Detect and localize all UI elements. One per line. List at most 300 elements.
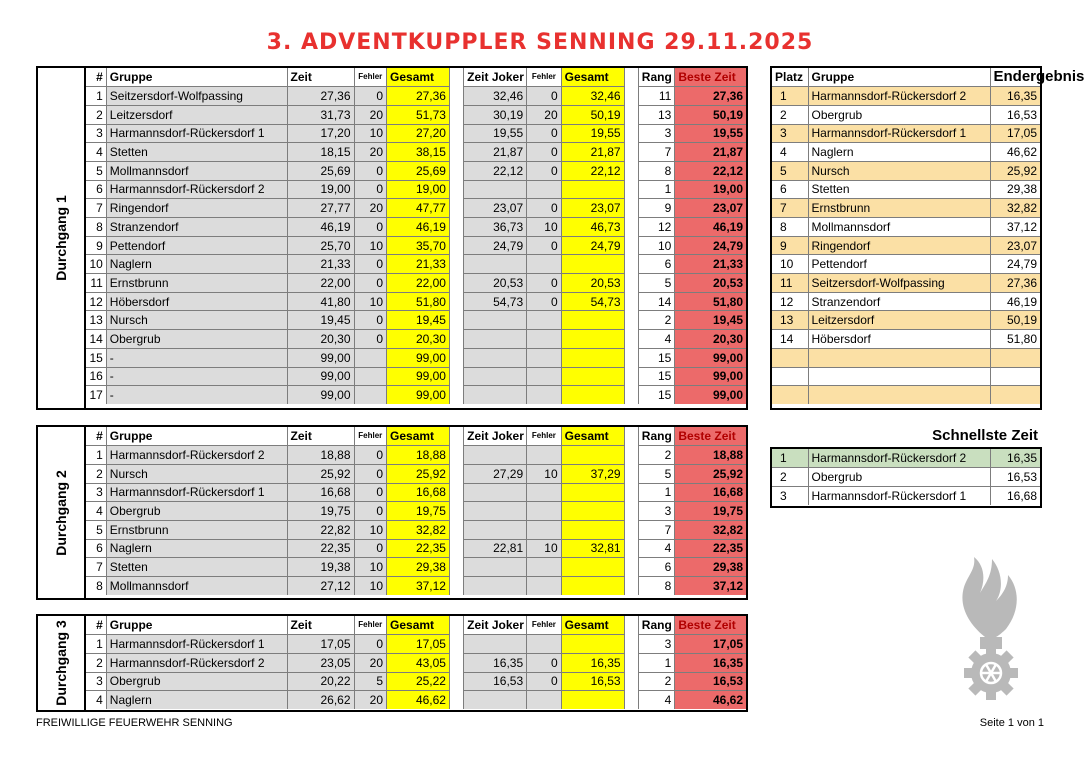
final-results-table — [772, 68, 1084, 404]
row-number: 5 — [86, 520, 106, 539]
row-total: 46,19 — [387, 218, 450, 237]
row-joker-total — [561, 520, 624, 539]
row-joker-total — [561, 330, 624, 349]
final-time: 46,19 — [990, 292, 1040, 311]
column-gap — [624, 520, 638, 539]
row-rank: 8 — [638, 577, 675, 596]
table-row — [86, 446, 746, 465]
row-best-time: 19,00 — [675, 180, 746, 199]
fastest-title: Schnellste Zeit — [932, 427, 1038, 444]
header-rang: Rang — [638, 616, 675, 635]
column-gap — [449, 635, 463, 654]
row-total: 16,68 — [387, 483, 450, 502]
row-number: 8 — [86, 577, 106, 596]
final-place: 2 — [772, 105, 808, 124]
table-row — [86, 255, 746, 274]
row-joker-time: 16,53 — [464, 672, 527, 691]
table-row — [86, 348, 746, 367]
header-zeit-joker: Zeit Joker — [464, 616, 527, 635]
header-fehler-joker: Fehler — [527, 427, 562, 446]
row-total: 19,00 — [387, 180, 450, 199]
column-gap — [449, 180, 463, 199]
row-time: 19,00 — [287, 180, 354, 199]
row-number: 7 — [86, 558, 106, 577]
row-group: Obergrub — [106, 330, 287, 349]
header-zeit-joker: Zeit Joker — [464, 427, 527, 446]
row-joker-faults — [527, 558, 562, 577]
row-number: 1 — [86, 87, 106, 106]
row-joker-total: 32,46 — [561, 87, 624, 106]
row-best-time: 27,36 — [675, 87, 746, 106]
column-gap — [624, 68, 638, 87]
row-total: 38,15 — [387, 143, 450, 162]
row-joker-time — [464, 255, 527, 274]
row-rank: 13 — [638, 105, 675, 124]
final-header-row — [772, 68, 1040, 87]
final-time: 29,38 — [990, 180, 1040, 199]
row-joker-faults: 0 — [527, 672, 562, 691]
row-group: Nursch — [106, 311, 287, 330]
row-number: 2 — [86, 464, 106, 483]
final-time: 23,07 — [990, 236, 1040, 255]
row-joker-time: 21,87 — [464, 143, 527, 162]
row-joker-time — [464, 180, 527, 199]
run-1-table — [86, 68, 746, 404]
row-rank: 1 — [638, 483, 675, 502]
final-group — [808, 367, 990, 386]
row-joker-time — [464, 386, 527, 405]
row-joker-total — [561, 348, 624, 367]
row-joker-total: 16,53 — [561, 672, 624, 691]
column-gap — [624, 691, 638, 710]
row-total: 18,88 — [387, 446, 450, 465]
column-gap — [449, 446, 463, 465]
row-joker-time — [464, 577, 527, 596]
row-faults: 0 — [354, 464, 386, 483]
row-total: 37,12 — [387, 577, 450, 596]
final-place — [772, 386, 808, 405]
row-joker-time: 32,46 — [464, 87, 527, 106]
row-total: 51,80 — [387, 292, 450, 311]
row-time: 27,12 — [287, 577, 354, 596]
final-results-block — [770, 66, 1084, 410]
row-faults: 0 — [354, 635, 386, 654]
row-joker-faults — [527, 577, 562, 596]
row-number: 2 — [86, 653, 106, 672]
row-group: - — [106, 348, 287, 367]
header-gesamt-joker: Gesamt — [561, 616, 624, 635]
row-total: 20,30 — [387, 330, 450, 349]
row-rank: 7 — [638, 143, 675, 162]
row-group: Harmannsdorf-Rückersdorf 2 — [106, 653, 287, 672]
column-gap — [449, 520, 463, 539]
header-fehler-joker: Fehler — [527, 616, 562, 635]
row-rank: 12 — [638, 218, 675, 237]
row-joker-total — [561, 311, 624, 330]
row-number: 1 — [86, 446, 106, 465]
row-number: 9 — [86, 236, 106, 255]
row-best-time: 16,68 — [675, 483, 746, 502]
row-joker-faults — [527, 520, 562, 539]
row-time: 99,00 — [287, 367, 354, 386]
row-faults: 10 — [354, 292, 386, 311]
header-rang: Rang — [638, 68, 675, 87]
row-best-time: 19,75 — [675, 502, 746, 521]
row-joker-time — [464, 367, 527, 386]
column-gap — [449, 483, 463, 502]
row-faults: 10 — [354, 520, 386, 539]
run-2-block — [36, 425, 748, 600]
row-faults: 20 — [354, 105, 386, 124]
row-total: 25,92 — [387, 464, 450, 483]
row-time: 46,19 — [287, 218, 354, 237]
final-time: 50,19 — [990, 311, 1040, 330]
final-row — [772, 311, 1040, 330]
table-row — [86, 274, 746, 293]
row-joker-time: 16,35 — [464, 653, 527, 672]
row-faults: 20 — [354, 653, 386, 672]
row-best-time: 25,92 — [675, 464, 746, 483]
row-rank: 4 — [638, 330, 675, 349]
final-row — [772, 143, 1040, 162]
column-gap — [624, 255, 638, 274]
row-number: 15 — [86, 348, 106, 367]
final-group: Pettendorf — [808, 255, 990, 274]
row-joker-faults — [527, 483, 562, 502]
row-total: 22,00 — [387, 274, 450, 293]
final-place: 6 — [772, 180, 808, 199]
row-rank: 15 — [638, 367, 675, 386]
row-joker-faults — [527, 367, 562, 386]
row-number: 4 — [86, 502, 106, 521]
final-row — [772, 199, 1040, 218]
final-row — [772, 218, 1040, 237]
row-joker-faults — [527, 502, 562, 521]
run-2-label: Durchgang 2 — [38, 427, 86, 598]
row-best-time: 20,53 — [675, 274, 746, 293]
row-joker-total — [561, 558, 624, 577]
row-faults: 0 — [354, 502, 386, 521]
fastest-place: 2 — [772, 468, 808, 487]
fastest-place: 3 — [772, 486, 808, 505]
header-zeit: Zeit — [287, 616, 354, 635]
row-time: 23,05 — [287, 653, 354, 672]
final-group: Stranzendorf — [808, 292, 990, 311]
row-joker-faults: 0 — [527, 124, 562, 143]
fastest-row — [772, 486, 1040, 505]
final-place: 7 — [772, 199, 808, 218]
row-joker-faults — [527, 386, 562, 405]
column-gap — [449, 292, 463, 311]
fastest-group: Obergrub — [808, 468, 990, 487]
column-gap — [449, 218, 463, 237]
row-time: 19,75 — [287, 502, 354, 521]
row-best-time: 46,19 — [675, 218, 746, 237]
column-gap — [624, 539, 638, 558]
column-gap — [449, 691, 463, 710]
column-gap — [449, 255, 463, 274]
column-gap — [449, 348, 463, 367]
table-row — [86, 483, 746, 502]
column-gap — [624, 558, 638, 577]
row-faults: 0 — [354, 255, 386, 274]
row-rank: 14 — [638, 292, 675, 311]
row-time: 18,15 — [287, 143, 354, 162]
final-row — [772, 87, 1040, 106]
column-gap — [624, 464, 638, 483]
row-rank: 1 — [638, 180, 675, 199]
fastest-time: 16,68 — [990, 486, 1040, 505]
final-time — [990, 367, 1040, 386]
row-total: 19,75 — [387, 502, 450, 521]
final-group: Ringendorf — [808, 236, 990, 255]
table-row — [86, 143, 746, 162]
final-group: Höbersdorf — [808, 330, 990, 349]
row-group: Harmannsdorf-Rückersdorf 1 — [106, 124, 287, 143]
final-time: 24,79 — [990, 255, 1040, 274]
row-group: Leitzersdorf — [106, 105, 287, 124]
row-rank: 15 — [638, 386, 675, 405]
header-beste-zeit: Beste Zeit — [675, 68, 746, 87]
row-time: 16,68 — [287, 483, 354, 502]
row-group: Mollmannsdorf — [106, 161, 287, 180]
row-joker-faults — [527, 348, 562, 367]
final-group: Seitzersdorf-Wolfpassing — [808, 274, 990, 293]
table-row — [86, 330, 746, 349]
final-group: Obergrub — [808, 105, 990, 124]
row-joker-total: 20,53 — [561, 274, 624, 293]
row-number: 13 — [86, 311, 106, 330]
row-joker-faults: 0 — [527, 653, 562, 672]
final-row — [772, 274, 1040, 293]
row-total: 29,38 — [387, 558, 450, 577]
row-joker-time — [464, 691, 527, 710]
column-gap — [449, 653, 463, 672]
final-row — [772, 255, 1040, 274]
row-faults: 0 — [354, 218, 386, 237]
row-best-time: 37,12 — [675, 577, 746, 596]
column-gap — [449, 68, 463, 87]
final-place: 14 — [772, 330, 808, 349]
row-total: 99,00 — [387, 386, 450, 405]
final-time: 16,53 — [990, 105, 1040, 124]
final-place: 10 — [772, 255, 808, 274]
column-gap — [624, 330, 638, 349]
column-gap — [624, 161, 638, 180]
row-faults: 10 — [354, 577, 386, 596]
final-time: 32,82 — [990, 199, 1040, 218]
row-joker-faults: 10 — [527, 218, 562, 237]
row-best-time: 51,80 — [675, 292, 746, 311]
column-gap — [624, 274, 638, 293]
row-time: 25,92 — [287, 464, 354, 483]
final-time: 16,35 — [990, 87, 1040, 106]
row-total: 43,05 — [387, 653, 450, 672]
row-rank: 5 — [638, 274, 675, 293]
row-rank: 11 — [638, 87, 675, 106]
final-row — [772, 386, 1040, 405]
column-gap — [449, 161, 463, 180]
footer-page-number: Seite 1 von 1 — [979, 717, 1044, 729]
header-gesamt: Gesamt — [387, 616, 450, 635]
row-joker-faults — [527, 330, 562, 349]
row-best-time: 21,33 — [675, 255, 746, 274]
row-rank: 5 — [638, 464, 675, 483]
row-time: 22,00 — [287, 274, 354, 293]
row-joker-total: 50,19 — [561, 105, 624, 124]
row-faults: 10 — [354, 236, 386, 255]
row-time: 21,33 — [287, 255, 354, 274]
row-faults: 20 — [354, 143, 386, 162]
column-gap — [624, 635, 638, 654]
row-best-time: 16,35 — [675, 653, 746, 672]
table-row — [86, 311, 746, 330]
row-group: Pettendorf — [106, 236, 287, 255]
table-row — [86, 292, 746, 311]
row-rank: 3 — [638, 124, 675, 143]
row-joker-faults — [527, 311, 562, 330]
final-row — [772, 330, 1040, 349]
row-time: 99,00 — [287, 386, 354, 405]
final-time: 46,62 — [990, 143, 1040, 162]
header-num: # — [86, 68, 106, 87]
header-gesamt: Gesamt — [387, 427, 450, 446]
row-joker-faults: 20 — [527, 105, 562, 124]
final-group: Stetten — [808, 180, 990, 199]
row-best-time: 99,00 — [675, 367, 746, 386]
row-faults: 0 — [354, 330, 386, 349]
row-joker-faults — [527, 446, 562, 465]
final-row — [772, 105, 1040, 124]
row-total: 35,70 — [387, 236, 450, 255]
row-total: 99,00 — [387, 367, 450, 386]
final-group: Mollmannsdorf — [808, 218, 990, 237]
table-header-row — [86, 616, 746, 635]
row-group: Ringendorf — [106, 199, 287, 218]
row-best-time: 22,12 — [675, 161, 746, 180]
row-joker-time: 24,79 — [464, 236, 527, 255]
fastest-block — [770, 447, 1042, 508]
column-gap — [449, 386, 463, 405]
row-joker-faults — [527, 255, 562, 274]
row-number: 7 — [86, 199, 106, 218]
row-total: 47,77 — [387, 199, 450, 218]
table-row — [86, 502, 746, 521]
row-joker-time — [464, 635, 527, 654]
row-best-time: 32,82 — [675, 520, 746, 539]
table-row — [86, 218, 746, 237]
final-row — [772, 161, 1040, 180]
final-group: Leitzersdorf — [808, 311, 990, 330]
final-group: Harmannsdorf-Rückersdorf 2 — [808, 87, 990, 106]
row-time: 17,20 — [287, 124, 354, 143]
row-time: 27,36 — [287, 87, 354, 106]
header-zeit: Zeit — [287, 68, 354, 87]
final-results-title: Endergebnis — [990, 68, 1040, 87]
row-joker-total — [561, 180, 624, 199]
row-group: Obergrub — [106, 502, 287, 521]
final-place — [772, 367, 808, 386]
row-time: 19,45 — [287, 311, 354, 330]
column-gap — [624, 143, 638, 162]
row-time: 27,77 — [287, 199, 354, 218]
row-group: Ernstbrunn — [106, 274, 287, 293]
row-total: 17,05 — [387, 635, 450, 654]
row-rank: 2 — [638, 311, 675, 330]
row-number: 3 — [86, 124, 106, 143]
row-number: 5 — [86, 161, 106, 180]
row-group: - — [106, 367, 287, 386]
final-row — [772, 367, 1040, 386]
column-gap — [624, 180, 638, 199]
final-time — [990, 348, 1040, 367]
column-gap — [449, 105, 463, 124]
header-fehler: Fehler — [354, 68, 386, 87]
row-joker-time: 36,73 — [464, 218, 527, 237]
table-row — [86, 199, 746, 218]
row-joker-time — [464, 502, 527, 521]
final-place — [772, 348, 808, 367]
row-joker-total: 21,87 — [561, 143, 624, 162]
table-row — [86, 161, 746, 180]
row-joker-faults: 0 — [527, 161, 562, 180]
row-faults: 5 — [354, 672, 386, 691]
header-platz: Platz — [772, 68, 808, 87]
final-group: Ernstbrunn — [808, 199, 990, 218]
final-place: 3 — [772, 124, 808, 143]
row-number: 1 — [86, 635, 106, 654]
header-gruppe: Gruppe — [106, 68, 287, 87]
row-joker-time — [464, 446, 527, 465]
header-gesamt: Gesamt — [387, 68, 450, 87]
row-joker-faults: 0 — [527, 87, 562, 106]
row-best-time: 17,05 — [675, 635, 746, 654]
column-gap — [624, 105, 638, 124]
row-group: Naglern — [106, 691, 287, 710]
row-number: 4 — [86, 691, 106, 710]
final-group: Naglern — [808, 143, 990, 162]
row-group: Stetten — [106, 558, 287, 577]
column-gap — [449, 539, 463, 558]
row-group: Seitzersdorf-Wolfpassing — [106, 87, 287, 106]
row-joker-faults: 10 — [527, 464, 562, 483]
row-total: 32,82 — [387, 520, 450, 539]
column-gap — [624, 502, 638, 521]
row-faults — [354, 367, 386, 386]
final-place: 8 — [772, 218, 808, 237]
row-time: 22,35 — [287, 539, 354, 558]
table-row — [86, 367, 746, 386]
fastest-group: Harmannsdorf-Rückersdorf 1 — [808, 486, 990, 505]
column-gap — [624, 386, 638, 405]
column-gap — [624, 653, 638, 672]
row-joker-total — [561, 446, 624, 465]
header-num: # — [86, 427, 106, 446]
row-faults — [354, 386, 386, 405]
column-gap — [449, 502, 463, 521]
final-place: 4 — [772, 143, 808, 162]
row-total: 25,69 — [387, 161, 450, 180]
fastest-time: 16,35 — [990, 449, 1040, 468]
table-header-row — [86, 427, 746, 446]
row-joker-faults: 0 — [527, 236, 562, 255]
row-time: 41,80 — [287, 292, 354, 311]
column-gap — [624, 672, 638, 691]
row-joker-time: 27,29 — [464, 464, 527, 483]
row-time: 22,82 — [287, 520, 354, 539]
column-gap — [449, 558, 463, 577]
row-group: Harmannsdorf-Rückersdorf 2 — [106, 180, 287, 199]
